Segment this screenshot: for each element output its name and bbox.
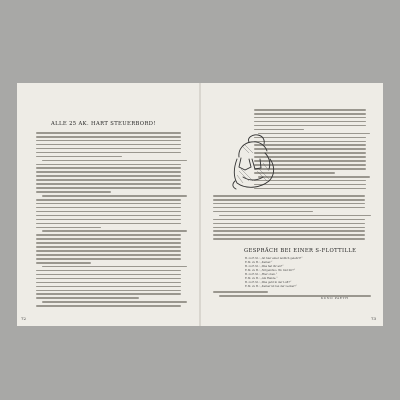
text-line — [36, 274, 181, 276]
text-line — [219, 215, 371, 217]
text-line — [36, 187, 181, 189]
text-line — [36, 297, 139, 299]
text-line — [36, 223, 181, 225]
text-line — [36, 282, 181, 284]
right-page — [201, 83, 383, 326]
text-line — [213, 230, 365, 232]
text-line — [36, 144, 181, 146]
text-line — [213, 195, 365, 197]
text-line — [213, 227, 365, 229]
left-page-body-text — [36, 132, 181, 309]
text-line — [36, 136, 181, 138]
dialogue-line: B. zu E.St.: „Was geht in der Luft?“ — [245, 281, 292, 284]
right-page-number: 73 — [371, 316, 377, 321]
text-line — [213, 203, 365, 205]
text-line — [36, 175, 181, 177]
text-line — [36, 278, 181, 280]
text-line — [36, 156, 122, 158]
right-page-heading: GESPRÄCH BEI EINER S-FLOTTILLE — [244, 248, 357, 254]
text-line — [36, 238, 181, 240]
text-line — [36, 148, 181, 150]
text-line — [42, 195, 187, 197]
sailor-binoculars-illustration — [229, 123, 283, 193]
text-line — [36, 211, 181, 213]
book-spread — [17, 83, 383, 326]
text-line — [42, 230, 187, 232]
text-line — [36, 227, 101, 229]
left-page-heading: ALLE 25 AK. HART STEUERBORD! — [51, 121, 156, 127]
text-line — [36, 290, 181, 292]
text-line — [36, 258, 181, 260]
text-line — [36, 246, 181, 248]
text-line — [36, 219, 181, 221]
text-line — [254, 117, 366, 119]
text-line — [36, 305, 181, 307]
text-line — [213, 238, 365, 240]
text-line — [36, 140, 181, 142]
dialogue-line: E.St. zu B.: „Am Rande.“ — [245, 277, 278, 280]
text-line — [36, 293, 181, 295]
right-page-body-text-bottom — [213, 195, 365, 242]
text-line — [213, 223, 365, 225]
text-line — [36, 207, 181, 209]
text-line — [36, 191, 111, 193]
text-line — [213, 291, 268, 293]
text-line — [42, 301, 187, 303]
dialogue-line: B. zu E.St.: „Was hat ihr an?“ — [245, 265, 284, 268]
dialogue-line: B. zu E.St.: „Ist hier einer leidlich gelehrt?“ — [245, 257, 303, 260]
author-signature: KUNO PAETH — [321, 296, 349, 300]
text-line — [36, 167, 181, 169]
text-line — [254, 113, 366, 115]
left-page-number: 72 — [21, 316, 27, 321]
text-line — [36, 254, 181, 256]
text-line — [36, 262, 91, 264]
text-line — [36, 132, 181, 134]
text-line — [213, 207, 365, 209]
dialogue-line: E.St. zu B.: „Keiner.“ — [245, 261, 273, 264]
text-line — [36, 152, 181, 154]
text-line — [36, 286, 181, 288]
text-line — [213, 199, 365, 201]
text-line — [36, 164, 181, 166]
dialogue-line: E.St. zu B.: „Keiner ist bei der Lecker!“ — [245, 285, 297, 288]
dialogue-line: B. zu E.St.: „Hier oben.“ — [245, 273, 278, 276]
left-page — [17, 83, 199, 326]
text-line — [42, 160, 187, 162]
text-line — [36, 183, 181, 185]
text-line — [36, 171, 181, 173]
text-line — [36, 203, 181, 205]
text-line — [213, 219, 365, 221]
text-line — [36, 242, 181, 244]
text-line — [36, 199, 181, 201]
text-line — [36, 179, 181, 181]
text-line — [36, 270, 181, 272]
text-line — [213, 211, 313, 213]
text-line — [213, 234, 365, 236]
text-line — [36, 234, 181, 236]
dialogue-line: E.St. zu B.: „Nirgendwo. Wo bist ihr?“ — [245, 269, 296, 272]
text-line — [254, 109, 366, 111]
text-line — [36, 250, 181, 252]
text-line — [36, 215, 181, 217]
text-line — [42, 266, 187, 268]
